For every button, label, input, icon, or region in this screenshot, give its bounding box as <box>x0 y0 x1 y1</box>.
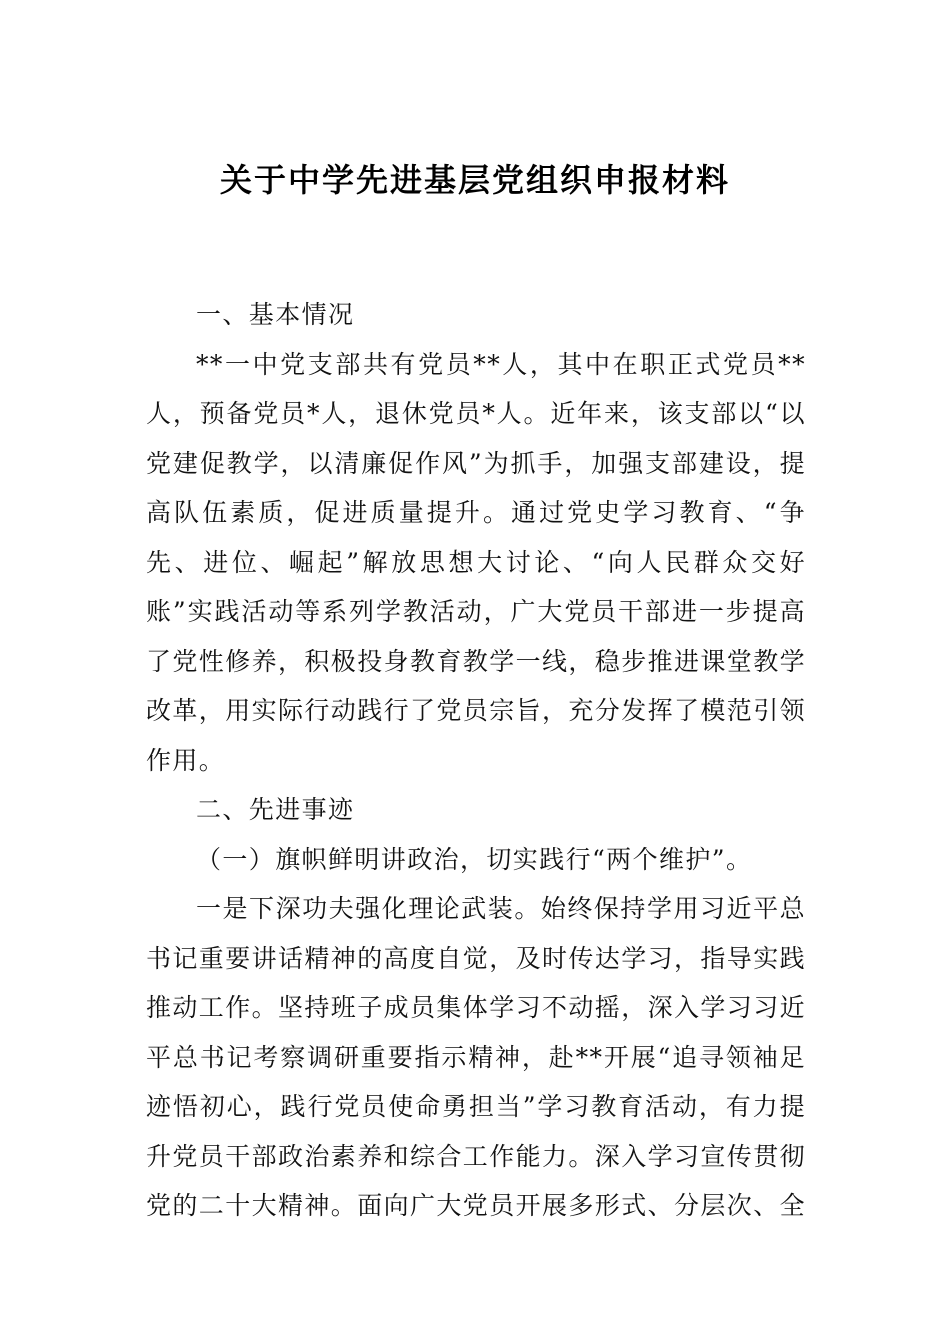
document-title: 关于中学先进基层党组织申报材料 <box>219 161 730 199</box>
paragraph-basic-info: **一中党支部共有党员**人，其中在职正式党员**人，预备党员*人，退休党员*人。近年来，该支部以“以党建促教学，以清廉促作风”为抓手，加强支部建设，提高队伍素质，促进质量提升。通过党史学习教育、“争先、进位、崛起”解放思想大讨论、“向人民群众交好账”实践活动等系列学教活动，广大党员干部进一步提高了党性修养，积极投身教育教学一线，稳步推进课堂教学改革，用实际行动践行了党员宗旨，充分发挥了模范引领作用。 <box>146 349 807 775</box>
document-body <box>146 290 806 1231</box>
section-heading-basic-info: 一、基本情况 <box>196 300 355 329</box>
subsection-heading-politics: （一）旗帜鲜明讲政治，切实践行“两个维护”。 <box>196 844 753 874</box>
section-heading-deeds: 二、先进事迹 <box>196 795 355 824</box>
paragraph-theory-study: 一是下深功夫强化理论武装。始终保持学用习近平总书记重要讲话精神的高度自觉，及时传达学习，指导实践推动工作。坚持班子成员集体学习不动摇，深入学习习近平总书记考察调研重要指示精神，赴**开展“追寻领袖足迹悟初心，践行党员使命勇担当”学习教育活动，有力提升党员干部政治素养和综合工作能力。深入学习宣传贯彻党的二十大精神。面向广大党员开展多形式、分层次、全 <box>146 894 807 1220</box>
